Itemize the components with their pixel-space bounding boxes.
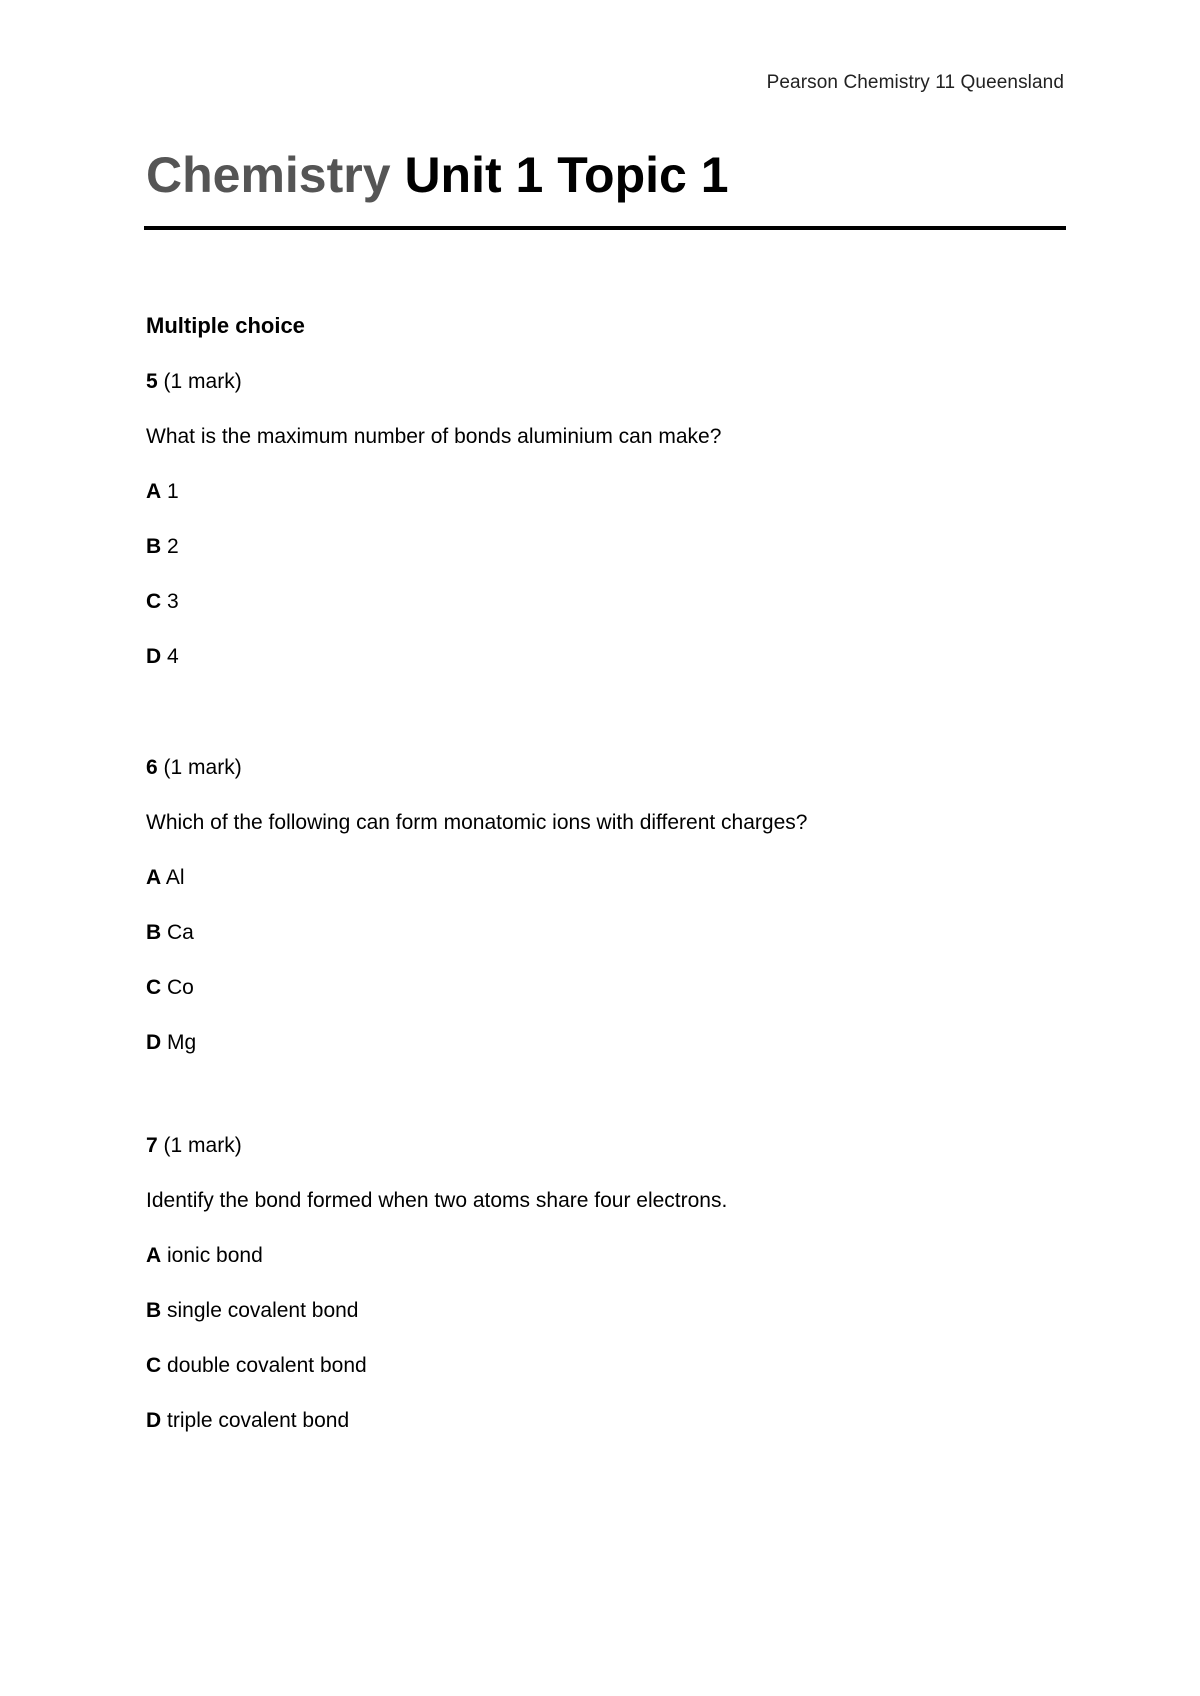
option-b: [146, 1298, 1066, 1323]
option-letter: B: [146, 921, 162, 944]
question-header: [146, 755, 1066, 780]
option-text: double covalent bond: [167, 1354, 367, 1377]
option-d: [146, 1408, 1066, 1433]
question-list: [146, 313, 1066, 1463]
option-c: [146, 1353, 1066, 1378]
title-topic: Unit 1 Topic 1: [404, 147, 729, 203]
running-header: Pearson Chemistry 11 Queensland: [766, 72, 1064, 93]
option-b: [146, 920, 1066, 945]
option-text: triple covalent bond: [167, 1409, 350, 1432]
option-text: Mg: [167, 1031, 197, 1054]
option-letter: C: [146, 590, 162, 613]
question-spacer: [146, 699, 1066, 755]
question-marks: (1 mark): [163, 1134, 242, 1157]
title-underline: [144, 226, 1066, 230]
question-number: 5: [146, 370, 158, 393]
option-text: Co: [167, 976, 194, 999]
title-subject: Chemistry: [146, 147, 391, 203]
option-text: 2: [167, 535, 179, 558]
question-marks: (1 mark): [163, 756, 242, 779]
option-text: 1: [167, 480, 179, 503]
page-title: [146, 147, 729, 203]
question-marks: (1 mark): [163, 370, 242, 393]
option-text: 4: [167, 645, 179, 668]
question-6: [146, 755, 1066, 1055]
option-a: [146, 865, 1066, 890]
option-letter: B: [146, 1299, 162, 1322]
option-c: [146, 975, 1066, 1000]
option-letter: A: [146, 480, 162, 503]
option-text: 3: [167, 590, 179, 613]
option-letter: C: [146, 976, 162, 999]
question-prompt: What is the maximum number of bonds aluminium can make?: [146, 425, 722, 448]
question-5: [146, 369, 1066, 669]
section-heading: Multiple choice: [146, 313, 305, 338]
option-c: [146, 589, 1066, 614]
option-text: ionic bond: [167, 1244, 263, 1267]
question-7: [146, 1133, 1066, 1433]
option-a: [146, 1243, 1066, 1268]
question-header: [146, 369, 1066, 394]
question-header: [146, 1133, 1066, 1158]
option-text: Ca: [167, 921, 194, 944]
question-spacer: [146, 1085, 1066, 1133]
option-a: [146, 479, 1066, 504]
option-letter: A: [146, 866, 162, 889]
option-letter: D: [146, 1409, 162, 1432]
option-text: single covalent bond: [167, 1299, 359, 1322]
question-number: 6: [146, 756, 158, 779]
option-d: [146, 1030, 1066, 1055]
option-letter: A: [146, 1244, 162, 1267]
option-letter: D: [146, 645, 162, 668]
question-prompt: Which of the following can form monatomic ions with different charges?: [146, 811, 808, 834]
option-letter: B: [146, 535, 162, 558]
option-b: [146, 534, 1066, 559]
option-letter: C: [146, 1354, 162, 1377]
question-number: 7: [146, 1134, 158, 1157]
option-text: Al: [165, 866, 185, 889]
option-letter: D: [146, 1031, 162, 1054]
question-prompt: Identify the bond formed when two atoms share four electrons.: [146, 1189, 728, 1212]
option-d: [146, 644, 1066, 669]
